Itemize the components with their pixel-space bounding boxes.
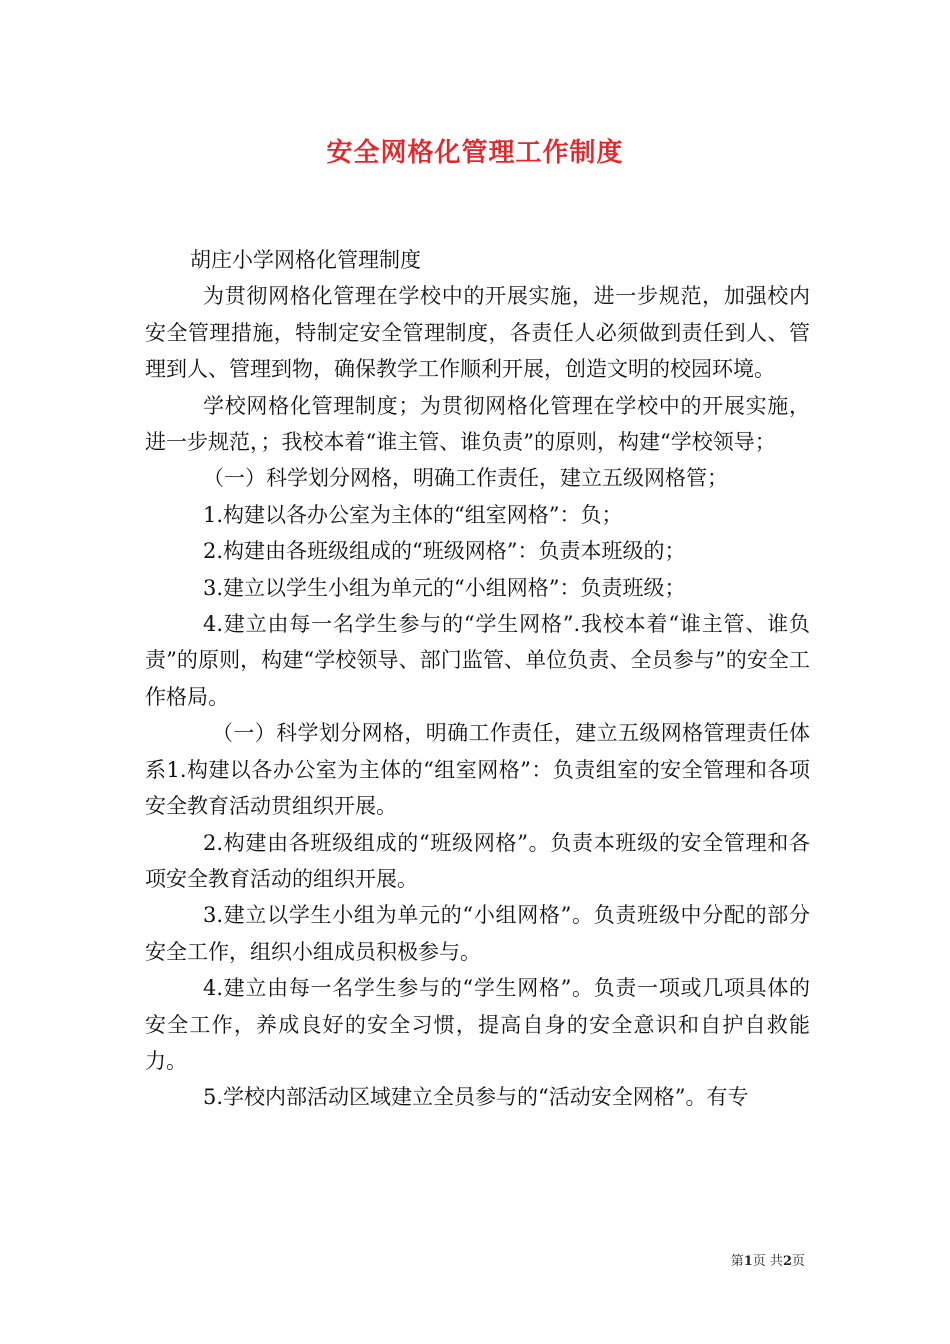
- list-item: 1.构建以各办公室为主体的“组室网格”：负；: [203, 502, 623, 527]
- list-item: 5.学校内部活动区域建立全员参与的“活动安全网格”。有专: [203, 1085, 749, 1110]
- list-item: 3.建立以学生小组为单元的“小组网格”。负责班级中分配的部分安全工作，组织小组成员积极参与。: [145, 903, 810, 964]
- list-item: 4.建立由每一名学生参与的“学生网格”。负责一项或几项具体的安全工作，养成良好的安全习惯，提高自身的安全意识和自护自救能力。: [145, 976, 810, 1073]
- footer-prefix: 第: [730, 1254, 744, 1269]
- paragraph: 学校网格化管理制度；为贯彻网格化管理在学校中的开展实施，进一步规范，；我校本着“谁主管、谁负责”的原则，构建“学校领导；: [145, 393, 810, 455]
- footer-middle: 页 共: [752, 1254, 783, 1269]
- section-heading: （一）科学划分网格，明确工作责任，建立五级网格管理责任体系1.构建以各办公室为主体的“组室网格”：负责组室的安全管理和各项安全教育活动贯组织开展。: [145, 721, 810, 819]
- document-body: [145, 242, 810, 1116]
- section-heading: （一）科学划分网格，明确工作责任，建立五级网格管；: [203, 466, 728, 491]
- paragraph: 为贯彻网格化管理在学校中的开展实施，进一步规范，加强校内安全管理措施，特制定安全管理制度，各责任人必须做到责任到人、管理到人、管理到物，确保教学工作顺利开展，创造文明的校园环境。: [145, 284, 810, 382]
- total-page-number: 2: [782, 1254, 792, 1269]
- footer-suffix: 页: [791, 1254, 805, 1269]
- list-item: 2.构建由各班级组成的“班级网格”。负责本班级的安全管理和各项安全教育活动的组织开展。: [145, 830, 810, 891]
- page-number-footer: [731, 1250, 805, 1269]
- list-item: 3.建立以学生小组为单元的“小组网格”：负责班级；: [203, 575, 686, 600]
- list-item: 2.构建由各班级组成的“班级网格”：负责本班级的；: [203, 539, 686, 564]
- current-page-number: 1: [743, 1254, 753, 1269]
- list-item: 4.建立由每一名学生参与的“学生网格”.我校本着“谁主管、谁负责”的原则，构建“学校领导、部门监管、单位负责、全员参与”的安全工作格局。: [145, 612, 810, 709]
- school-subtitle: 胡庄小学网格化管理制度: [190, 248, 421, 272]
- document-title: 安全网格化管理工作制度: [326, 138, 624, 168]
